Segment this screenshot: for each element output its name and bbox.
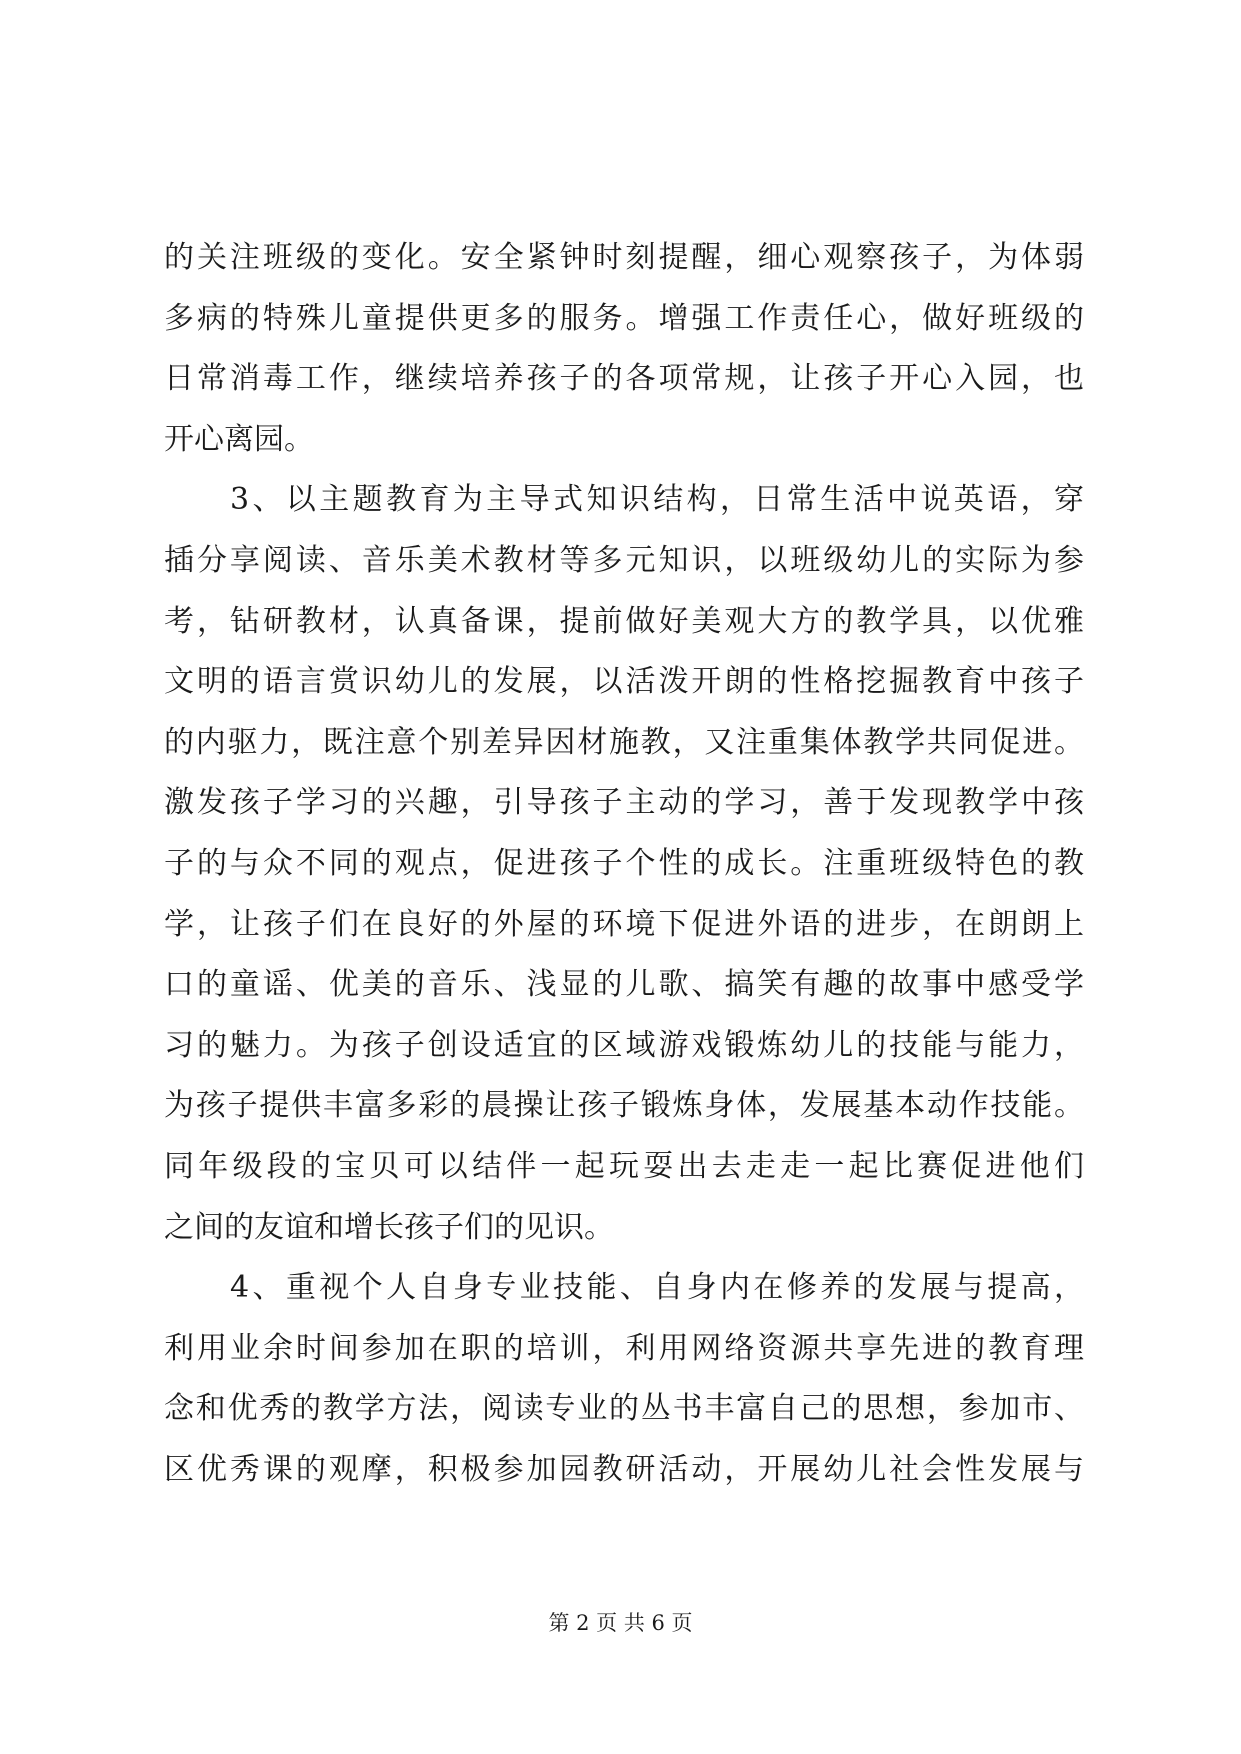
text-line: 利用业余时间参加在职的培训，利用网络资源共享先进的教育理	[164, 1330, 1084, 1366]
text-line: 考，钻研教材，认真备课，提前做好美观大方的教学具，以优雅	[164, 603, 1084, 639]
text-line: 激发孩子学习的兴趣，引导孩子主动的学习，善于发现教学中孩	[164, 785, 1084, 821]
page-number-footer: 第 2 页 共 6 页	[548, 1611, 693, 1635]
text-line: 开心离园。	[164, 421, 314, 457]
text-line: 念和优秀的教学方法，阅读专业的丛书丰富自己的思想，参加市、	[164, 1391, 1084, 1427]
text-line: 日常消毒工作，继续培养孩子的各项常规，让孩子开心入园，也	[164, 361, 1084, 397]
text-line: 学，让孩子们在良好的外屋的环境下促进外语的进步，在朗朗上	[164, 906, 1084, 942]
text-line: 多病的特殊儿童提供更多的服务。增强工作责任心，做好班级的	[164, 300, 1084, 336]
text-line: 之间的友谊和增长孩子们的见识。	[164, 1209, 614, 1245]
body-text	[164, 228, 1084, 1500]
text-line: 区优秀课的观摩，积极参加园教研活动，开展幼儿社会性发展与	[164, 1451, 1084, 1487]
text-line: 3、以主题教育为主导式知识结构，日常生活中说英语，穿	[230, 482, 1084, 518]
text-line: 4、重视个人自身专业技能、自身内在修养的发展与提高，	[230, 1270, 1084, 1306]
text-line: 插分享阅读、音乐美术教材等多元知识，以班级幼儿的实际为参	[164, 542, 1084, 578]
text-line: 的关注班级的变化。安全紧钟时刻提醒，细心观察孩子，为体弱	[164, 240, 1084, 275]
text-line: 的内驱力，既注意个别差异因材施教，又注重集体教学共同促进。	[164, 724, 1084, 760]
text-line: 为孩子提供丰富多彩的晨操让孩子锻炼身体，发展基本动作技能。	[164, 1088, 1084, 1124]
text-line: 口的童谣、优美的音乐、浅显的儿歌、搞笑有趣的故事中感受学	[164, 967, 1084, 1003]
text-line: 同年级段的宝贝可以结伴一起玩耍出去走走一起比赛促进他们	[164, 1148, 1084, 1184]
text-line: 文明的语言赏识幼儿的发展，以活泼开朗的性格挖掘教育中孩子	[164, 664, 1084, 700]
text-line: 习的魅力。为孩子创设适宜的区域游戏锻炼幼儿的技能与能力，	[164, 1027, 1084, 1063]
text-line: 子的与众不同的观点，促进孩子个性的成长。注重班级特色的教	[164, 845, 1084, 881]
